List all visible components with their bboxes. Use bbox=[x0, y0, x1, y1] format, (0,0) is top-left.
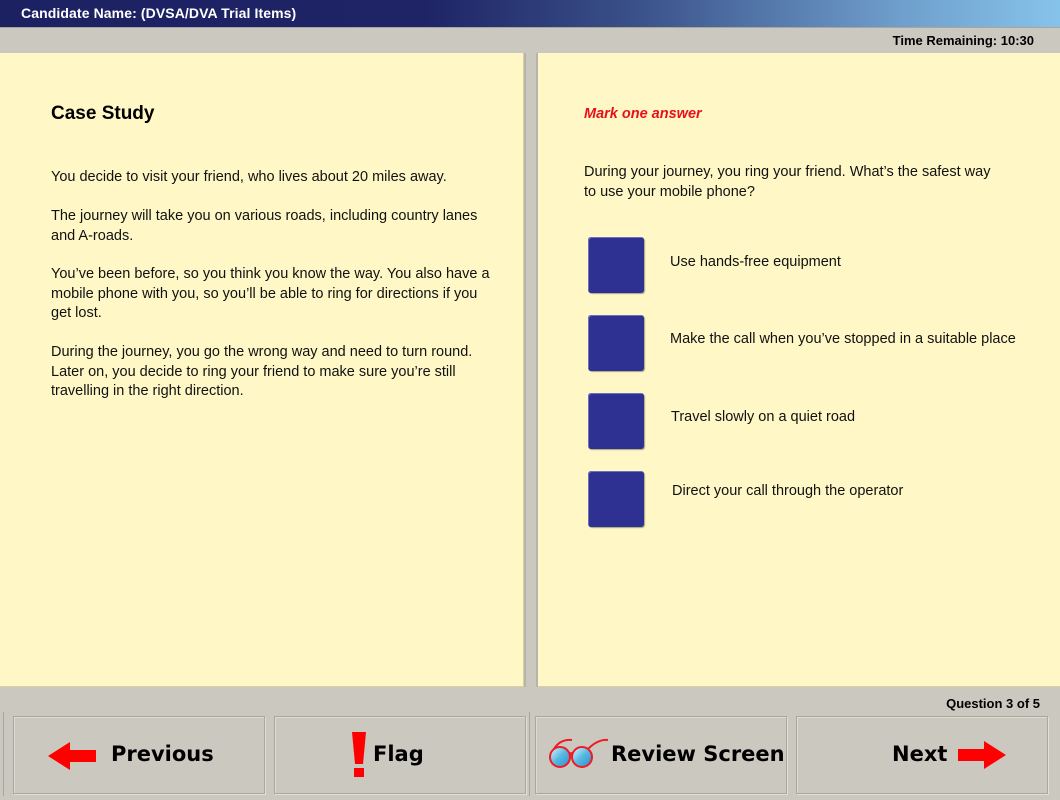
exclamation-icon bbox=[351, 732, 367, 778]
answer-option-4[interactable] bbox=[588, 471, 1048, 529]
question-panel bbox=[536, 53, 1060, 687]
glasses-icon bbox=[548, 737, 610, 769]
next-label: Next bbox=[892, 742, 948, 766]
next-button[interactable] bbox=[796, 716, 1048, 794]
case-paragraph: You decide to visit your friend, who lives about 20 miles away. bbox=[51, 169, 447, 185]
answer-label: Direct your call through the operator bbox=[672, 483, 904, 499]
flag-label: Flag bbox=[373, 742, 424, 766]
candidate-name: Candidate Name: (DVSA/DVA Trial Items) bbox=[21, 5, 297, 21]
answer-option-1[interactable] bbox=[588, 237, 1048, 295]
right-arrow-icon bbox=[958, 741, 1006, 769]
answer-checkbox[interactable] bbox=[588, 237, 644, 293]
case-paragraph: The journey will take you on various roads, including country lanes and A-roads. bbox=[51, 208, 478, 244]
answer-checkbox[interactable] bbox=[588, 471, 644, 527]
review-label: Review Screen bbox=[611, 742, 785, 766]
answer-checkbox[interactable] bbox=[588, 393, 644, 449]
previous-label: Previous bbox=[111, 742, 214, 766]
case-study-title: Case Study bbox=[51, 103, 155, 124]
answer-checkbox[interactable] bbox=[588, 315, 644, 371]
review-screen-button[interactable] bbox=[535, 716, 787, 794]
flag-button[interactable] bbox=[274, 716, 526, 794]
case-paragraph: You’ve been before, so you think you know the way. You also have a mobile phone with you, so you’ll be able to ring for directions if you get lost. bbox=[51, 266, 490, 321]
answer-label: Use hands-free equipment bbox=[670, 254, 841, 270]
left-arrow-icon bbox=[48, 742, 96, 770]
divider bbox=[3, 712, 4, 796]
previous-button[interactable] bbox=[13, 716, 265, 794]
answer-label: Make the call when you’ve stopped in a suitable place bbox=[670, 331, 1016, 347]
answer-label: Travel slowly on a quiet road bbox=[671, 409, 856, 425]
instruction-text: Mark one answer bbox=[584, 106, 702, 122]
case-paragraph: During the journey, you go the wrong way and need to turn round. Later on, you decide to ring your friend to make sure you’re still travelling in the right direction. bbox=[51, 344, 473, 399]
question-text: During your journey, you ring your friend. What’s the safest way to use your mobile phone? bbox=[584, 164, 991, 200]
timer-bar bbox=[0, 27, 1060, 53]
answer-option-2[interactable] bbox=[588, 315, 1048, 373]
divider bbox=[529, 712, 530, 796]
title-bar bbox=[0, 0, 1060, 27]
time-remaining: Time Remaining: 10:30 bbox=[892, 33, 1034, 48]
case-study-panel bbox=[0, 53, 526, 687]
answer-option-3[interactable] bbox=[588, 393, 1048, 451]
question-counter: Question 3 of 5 bbox=[946, 696, 1040, 711]
